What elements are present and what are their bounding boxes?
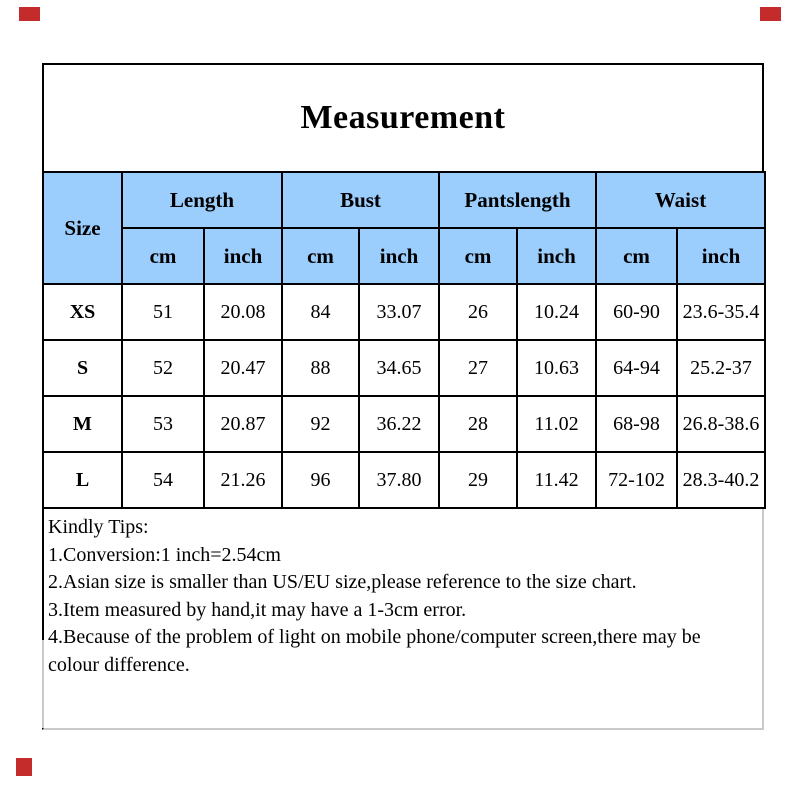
measurement-cell: 72-102 — [596, 452, 677, 508]
measurement-cell: 92 — [282, 396, 359, 452]
measurement-cell: 23.6-35.4 — [677, 284, 765, 340]
measurement-cell: 27 — [439, 340, 517, 396]
unit-header-inch: inch — [677, 228, 765, 284]
unit-header-cm: cm — [282, 228, 359, 284]
unit-header-cm: cm — [439, 228, 517, 284]
red-watermark-top-right-icon — [760, 7, 781, 21]
measurement-cell: 20.47 — [204, 340, 282, 396]
unit-header-inch: inch — [359, 228, 439, 284]
header-row-units — [43, 228, 765, 284]
header-row-groups — [43, 172, 765, 228]
measurement-cell: 21.26 — [204, 452, 282, 508]
table-row-xs — [43, 284, 765, 340]
tip-line-4: 4.Because of the problem of light on mobile phone/computer screen,there may be colour difference. — [48, 626, 701, 676]
page-title: Measurement — [300, 99, 506, 136]
measurement-cell: 11.02 — [517, 396, 596, 452]
measurement-cell: 10.24 — [517, 284, 596, 340]
size-cell: M — [43, 396, 122, 452]
measurement-cell: 53 — [122, 396, 204, 452]
measurement-cell: 11.42 — [517, 452, 596, 508]
column-header-bust: Bust — [282, 172, 439, 228]
measurement-cell: 25.2-37 — [677, 340, 765, 396]
column-header-size: Size — [43, 172, 122, 284]
measurement-cell: 28.3-40.2 — [677, 452, 765, 508]
measurement-cell: 29 — [439, 452, 517, 508]
measurement-cell: 68-98 — [596, 396, 677, 452]
table-row-l — [43, 452, 765, 508]
measurement-cell: 51 — [122, 284, 204, 340]
measurement-cell: 10.63 — [517, 340, 596, 396]
kindly-tips-section — [42, 509, 764, 730]
measurement-cell: 28 — [439, 396, 517, 452]
measurement-cell: 54 — [122, 452, 204, 508]
measurement-table — [42, 171, 766, 509]
tip-line-2: 2.Asian size is smaller than US/EU size,please reference to the size chart. — [48, 571, 637, 593]
measurement-cell: 84 — [282, 284, 359, 340]
column-header-length: Length — [122, 172, 282, 228]
title-box — [42, 63, 764, 171]
measurement-cell: 33.07 — [359, 284, 439, 340]
unit-header-cm: cm — [596, 228, 677, 284]
measurement-cell: 52 — [122, 340, 204, 396]
red-watermark-bottom-left-icon — [16, 758, 32, 776]
measurement-cell: 36.22 — [359, 396, 439, 452]
measurement-cell: 20.08 — [204, 284, 282, 340]
measurement-cell: 37.80 — [359, 452, 439, 508]
measurement-cell: 64-94 — [596, 340, 677, 396]
measurement-cell: 96 — [282, 452, 359, 508]
measurement-cell: 88 — [282, 340, 359, 396]
measurement-cell: 20.87 — [204, 396, 282, 452]
tips-heading: Kindly Tips: — [48, 516, 149, 538]
column-header-pantslength: Pantslength — [439, 172, 596, 228]
measurement-cell: 60-90 — [596, 284, 677, 340]
red-watermark-top-left-icon — [19, 7, 40, 21]
size-chart-sheet — [42, 63, 764, 730]
unit-header-cm: cm — [122, 228, 204, 284]
tip-line-1: 1.Conversion:1 inch=2.54cm — [48, 543, 281, 566]
measurement-cell: 26 — [439, 284, 517, 340]
table-row-s — [43, 340, 765, 396]
measurement-cell: 34.65 — [359, 340, 439, 396]
unit-header-inch: inch — [517, 228, 596, 284]
unit-header-inch: inch — [204, 228, 282, 284]
measurement-cell: 26.8-38.6 — [677, 396, 765, 452]
table-row-m — [43, 396, 765, 452]
size-cell: L — [43, 452, 122, 508]
column-header-waist: Waist — [596, 172, 765, 228]
size-cell: XS — [43, 284, 122, 340]
size-cell: S — [43, 340, 122, 396]
tip-line-3: 3.Item measured by hand,it may have a 1-3cm error. — [48, 598, 467, 621]
